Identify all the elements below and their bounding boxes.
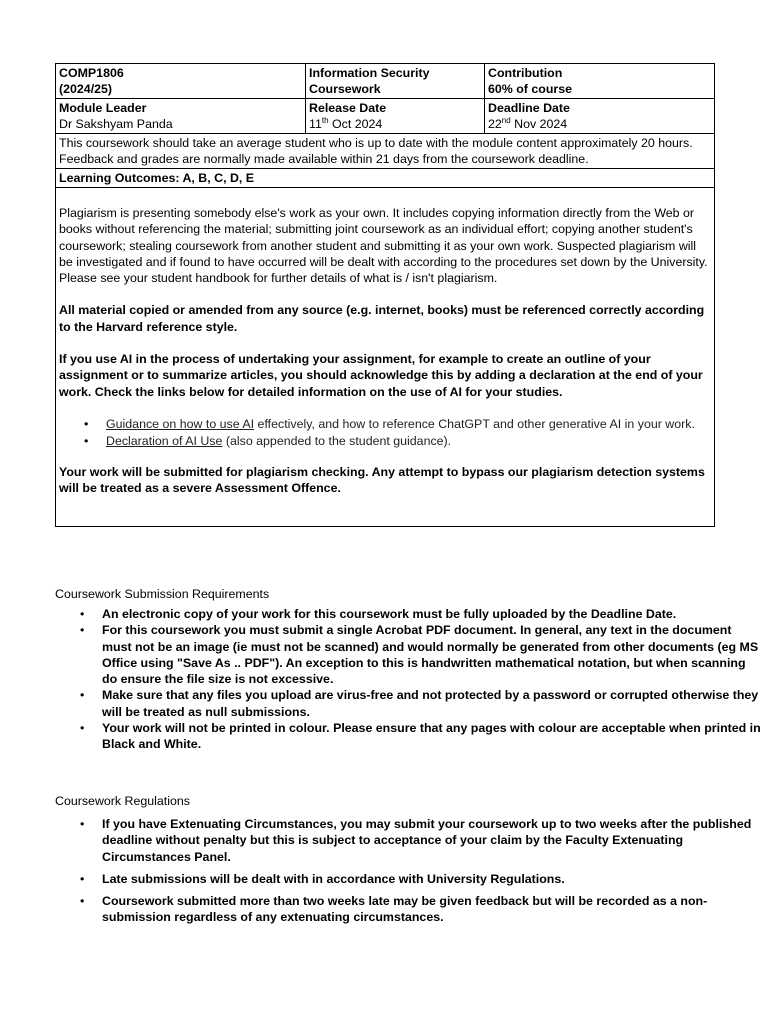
contribution-label: Contribution xyxy=(488,66,563,80)
module-code: COMP1806 xyxy=(59,66,124,80)
table-row xyxy=(56,99,715,134)
list-item: • For this coursework you must submit a single Acrobat PDF document. In general, any text in the document must not be an image (ie must not be scanned) and would normally be generated from other documents (eg MS Office using "Save As .. PDF"). An exception to this is handwritten mathematical notation, but when scanning do ensure the file size is not excessive. xyxy=(102,622,762,687)
deadline-date-cell xyxy=(485,99,715,134)
time-note: This coursework should take an average student who is up to date with the module content approximately 20 hours. Feedback and grades are normally made available within 21 days from the coursework deadline. xyxy=(56,134,715,169)
release-day: 11 xyxy=(309,117,322,131)
module-leader-name: Dr Sakshyam Panda xyxy=(59,117,173,131)
deadline-date-label: Deadline Date xyxy=(488,101,570,115)
release-date-label: Release Date xyxy=(309,101,387,115)
ai-guidance-link[interactable]: Guidance on how to use AI xyxy=(106,416,255,431)
release-month-year: Oct 2024 xyxy=(328,117,383,131)
ai-declaration-desc: (also appended to the student guidance). xyxy=(222,434,452,449)
assessment-type: Coursework xyxy=(309,82,381,96)
contribution-value: 60% of course xyxy=(488,82,573,96)
module-title: Information Security xyxy=(309,66,430,80)
submission-requirements-list xyxy=(55,606,762,753)
list-item: • Coursework submitted more than two weeks late may be given feedback but will be recorded as a non-submission regardless of any extenuating circumstances. xyxy=(102,893,762,926)
deadline-day-suffix: nd xyxy=(501,115,511,125)
list-item xyxy=(106,433,711,449)
plagiarism-paragraph: Plagiarism is presenting somebody else's work as your own. It includes copying information directly from the Web or books without referencing the material; submitting joint coursework as an individual effort; copying another student's coursework; stealing coursework from another student and submitting it as your own work. Suspected plagiarism will be investigated and if found to have occurred will be dealt with according to the procedures set down by the University. Please see your student handbook for further details of what is / isn't plagiarism. xyxy=(59,206,708,286)
coursework-regulations-title: Coursework Regulations xyxy=(55,794,190,808)
list-item: • Late submissions will be dealt with in accordance with University Regulations. xyxy=(102,871,762,887)
list-item xyxy=(106,416,711,432)
ai-declaration-link[interactable]: Declaration of AI Use xyxy=(106,434,223,449)
contribution-cell xyxy=(485,64,715,99)
submission-requirements-title: Coursework Submission Requirements xyxy=(55,587,270,601)
ai-usage-paragraph: If you use AI in the process of undertaking your assignment, for example to create an outline of your assignment or to summarize articles, you should acknowledge this by adding a declaration at the end of your work. Check the links below for detailed information on the use of AI for your studies. xyxy=(59,352,703,399)
list-item: • Your work will not be printed in colour. Please ensure that any pages with colour are acceptable when printed in Black and White. xyxy=(102,720,762,753)
table-row xyxy=(56,188,715,527)
module-leader-label: Module Leader xyxy=(59,101,147,115)
coursework-regulations-list xyxy=(55,816,762,932)
table-row xyxy=(56,134,715,169)
module-leader-cell xyxy=(56,99,306,134)
module-title-cell xyxy=(306,64,485,99)
ai-guidance-desc: effectively, and how to reference ChatGPT and other generative AI in your work. xyxy=(254,416,695,431)
release-date xyxy=(309,116,481,132)
deadline-month-year: Nov 2024 xyxy=(510,117,568,131)
deadline-date xyxy=(488,116,711,132)
module-code-cell xyxy=(56,64,306,99)
academic-year: (2024/25) xyxy=(59,82,113,96)
deadline-day: 22 xyxy=(488,117,502,131)
plagiarism-checking-paragraph: Your work will be submitted for plagiarism checking. Any attempt to bypass our plagiarism detection systems will be treated as a severe Assessment Offence. xyxy=(59,464,705,495)
table-row xyxy=(56,169,715,188)
release-date-cell xyxy=(306,99,485,134)
ai-links-list xyxy=(59,416,711,450)
learning-outcomes: Learning Outcomes: A, B, C, D, E xyxy=(56,169,715,188)
release-day-suffix: th xyxy=(321,115,329,125)
table-row xyxy=(56,64,715,99)
list-item: • If you have Extenuating Circumstances, you may submit your coursework up to two weeks after the published deadline without penalty but this is subject to acceptance of your claim by the Faculty Extenuating Circumstances Panel. xyxy=(102,816,762,865)
coursework-info-table xyxy=(55,63,715,527)
list-item: • Make sure that any files you upload are virus-free and not protected by a password or corrupted otherwise they will be treated as null submissions. xyxy=(102,687,762,720)
list-item: • An electronic copy of your work for this coursework must be fully uploaded by the Deadline Date. xyxy=(102,606,762,622)
referencing-paragraph: All material copied or amended from any source (e.g. internet, books) must be referenced correctly according to the Harvard reference style. xyxy=(59,303,705,334)
plagiarism-section xyxy=(56,188,715,527)
